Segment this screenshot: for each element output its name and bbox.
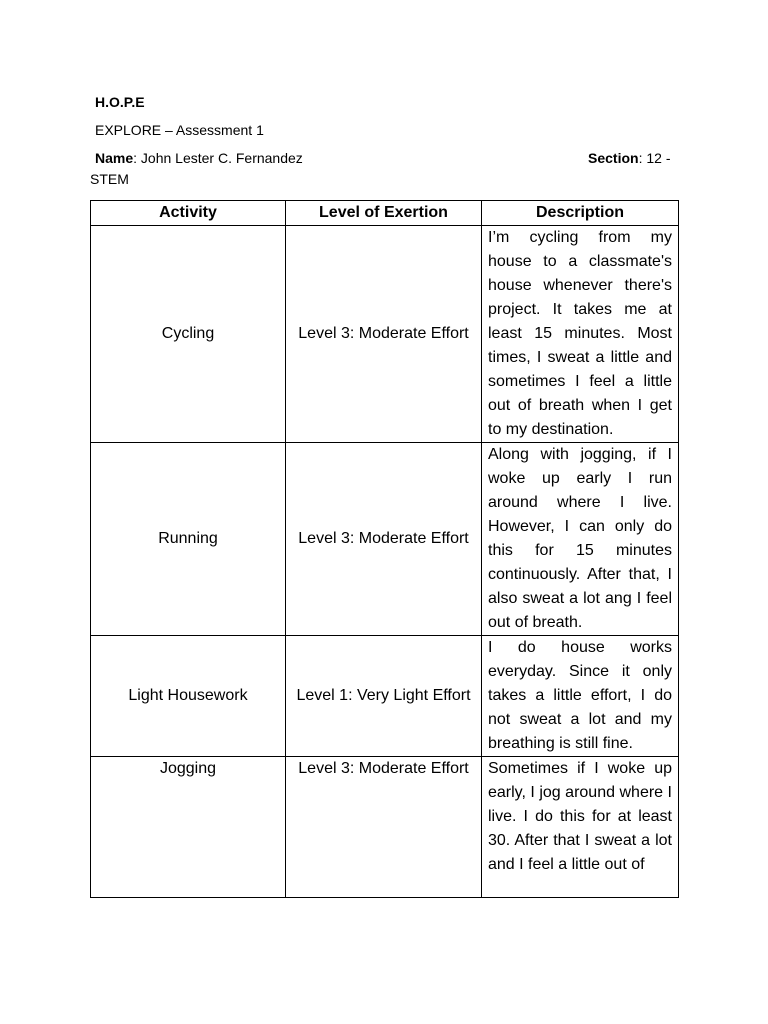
description-cell [482, 757, 679, 898]
activity-cell: Jogging [91, 757, 286, 898]
document-subtitle: EXPLORE – Assessment 1 [95, 122, 264, 138]
document-title: H.O.P.E [95, 94, 145, 110]
description-cell: I do house works everyday. Since it only takes a little effort, I do not sweat a lot and my breathing is still fine. [482, 636, 679, 757]
section-line [588, 149, 670, 167]
activity-cell: Light Housework [91, 636, 286, 757]
level-cell: Level 3: Moderate Effort [286, 226, 482, 443]
column-header-description: Description [482, 201, 679, 226]
description-text: Sometimes if I woke up early, I jog around where I live. I do this for at least 30. After that I sweat a lot and I feel a little out of [488, 760, 672, 873]
activity-cell: Cycling [91, 226, 286, 443]
column-header-activity: Activity [91, 201, 286, 226]
description-cell: I’m cycling from my house to a classmate's house whenever there's project. It takes me at least 15 minutes. Most times, I sweat a little and sometimes I feel a little out of breath when I get to my destination. [482, 226, 679, 443]
table-header-row [91, 201, 679, 226]
description-cell: Along with jogging, if I woke up early I run around where I live. However, I can only do this for 15 minutes continuously. After that, I also sweat a lot ang I feel out of breath. [482, 443, 679, 636]
section-value-wrap: STEM [90, 171, 129, 187]
level-cell: Level 1: Very Light Effort [286, 636, 482, 757]
section-label: Section [588, 150, 639, 166]
activity-cell: Running [91, 443, 286, 636]
column-header-level: Level of Exertion [286, 201, 482, 226]
section-value: : 12 - [638, 150, 671, 166]
table-row [91, 443, 679, 636]
name-value: : John Lester C. Fernandez [133, 150, 303, 166]
student-name-line [95, 149, 303, 167]
level-cell: Level 3: Moderate Effort [286, 443, 482, 636]
table-row [91, 757, 679, 898]
name-label: Name [95, 150, 134, 166]
exertion-table [90, 200, 679, 898]
level-cell: Level 3: Moderate Effort [286, 757, 482, 898]
table-row [91, 636, 679, 757]
table-row [91, 226, 679, 443]
